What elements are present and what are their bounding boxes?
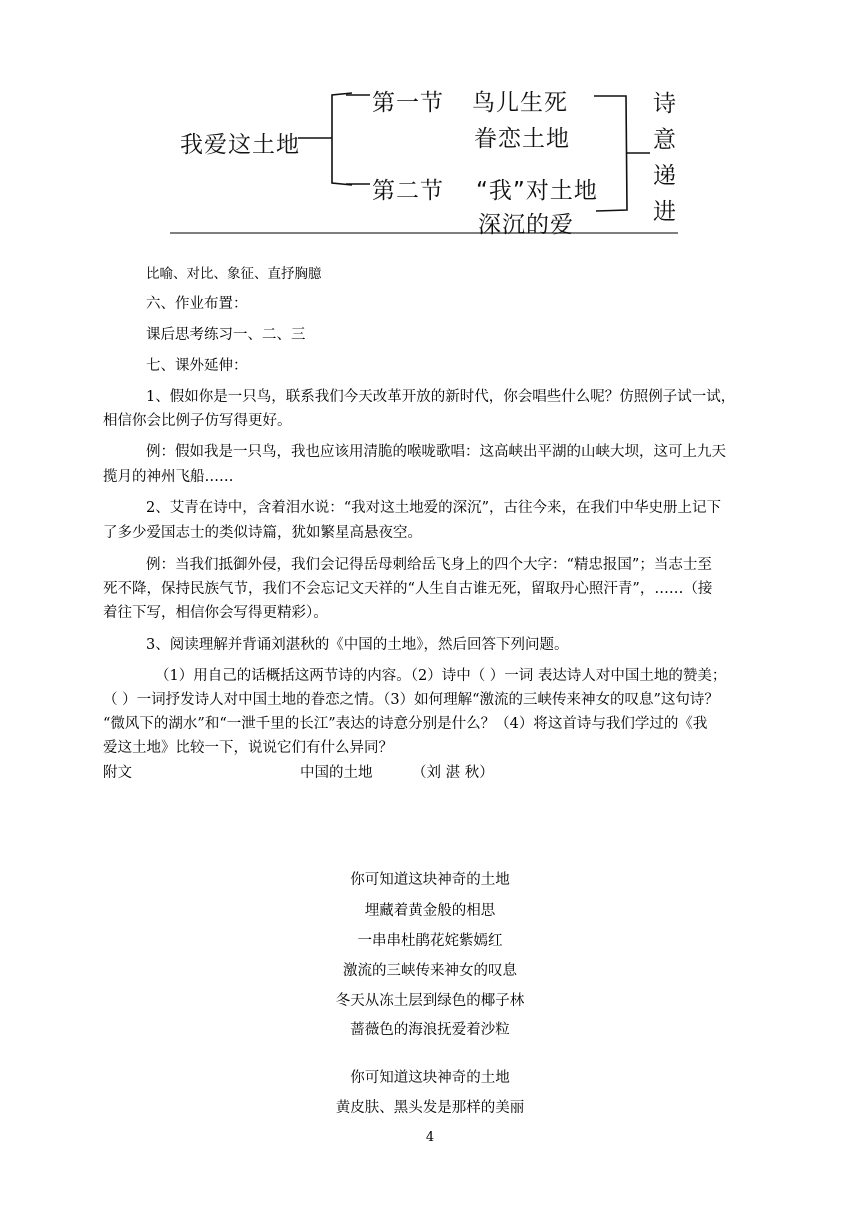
example-1-line-2: 揽月的神州飞船……	[103, 469, 234, 485]
poem-line: 蔷薇色的海浪抚爱着沙粒	[350, 1022, 510, 1038]
example-2-line-2: 死不降，保持民族气节，我们不会忘记文天祥的“人生自古谁无死，留取丹心照汗青”，……（接	[103, 581, 713, 597]
page-number: 4	[425, 1130, 435, 1145]
question-1-line-1: 1、假如你是一只鸟，联系我们今天改革开放的新时代，你会唱些什么呢？仿照例子试一试，	[146, 389, 736, 405]
question-3-sub-line-1: （1）用自己的话概括这两节诗的内容。（2）诗中（ ）一词 表达诗人对中国土地的赞美；	[155, 668, 727, 684]
summary-char-2: 意	[653, 127, 676, 153]
poem-line: 埋藏着黄金般的相思	[364, 903, 496, 919]
example-2-line-3: 着往下写，相信你会写得更精彩）。	[103, 605, 328, 621]
section2-label: 第二节	[372, 178, 444, 204]
example-1-line-1: 例：假如我是一只鸟，我也应该用清脆的喉咙歌唱：这高峡出平湖的山峡大坝，这可上九天	[146, 444, 726, 460]
question-3-sub-line-2: （ ）一词抒发诗人对中国土地的眷恋之情。（3）如何理解“激流的三峡传来神女的叹息”这句诗？	[103, 692, 719, 708]
poem-line: 激流的三峡传来神女的叹息	[343, 963, 517, 979]
section1-line1: 鸟儿生死	[472, 90, 568, 116]
section1-line2: 眷恋土地	[474, 126, 570, 152]
diagram-root: 我爱这土地	[180, 132, 300, 158]
question-3-sub-line-3: “微风下的湖水”和“一泄千里的长江”表达的诗意分别是什么？（4）将这首诗与我们学过的《我	[103, 716, 708, 732]
poem-line: 冬天从冻土层到绿色的椰子林	[335, 993, 525, 1009]
question-3: 3、阅读理解并背诵刘湛秋的《中国的土地》，然后回答下列问题。	[146, 637, 569, 653]
summary-char-1: 诗	[653, 91, 676, 117]
question-2-line-1: 2、艾青在诗中，含着泪水说：“我对这土地爱的深沉”，古往今来，在我们中华史册上记下	[146, 500, 722, 516]
section2-line1: “我”对土地	[476, 178, 598, 204]
poem-line: 一串串杜鹃花姹紫嫣红	[357, 933, 503, 949]
right-bracket	[594, 96, 627, 211]
summary-char-3: 递	[653, 163, 676, 189]
poem-line: 你可知道这块神奇的土地	[350, 872, 510, 888]
section2-line2: 深沉的爱	[478, 212, 574, 238]
section1-label: 第一节	[372, 90, 444, 116]
structure-diagram	[0, 0, 860, 250]
rhetorical-devices: 比喻、对比、象征、直抒胸臆	[146, 266, 322, 282]
appendix-poem-title: 中国的土地	[300, 765, 373, 781]
poem-line: 黄皮肤、黑头发是那样的美丽	[335, 1100, 525, 1116]
heading-homework: 六、作业布置：	[146, 296, 248, 312]
appendix-poem-author: （刘 湛 秋）	[412, 765, 494, 781]
question-1-line-2: 相信你会比例子仿写得更好。	[103, 413, 292, 429]
heading-extension: 七、课外延伸：	[146, 358, 248, 374]
poem-line: 你可知道这块神奇的土地	[350, 1070, 510, 1086]
left-bracket	[332, 93, 352, 185]
appendix-label: 附文	[103, 765, 132, 781]
summary-char-4: 进	[653, 199, 676, 225]
homework-text: 课后思考练习一、二、三	[146, 327, 306, 343]
question-3-sub-line-4: 爱这土地》比较一下，说说它们有什么异同？	[103, 740, 393, 756]
example-2-line-1: 例：当我们抵御外侵，我们会记得岳母刺给岳飞身上的四个大字：“精忠报国”；当志士至	[146, 557, 712, 573]
diagram-lines	[0, 0, 860, 250]
question-2-line-2: 了多少爱国志士的类似诗篇，犹如繁星高悬夜空。	[103, 525, 422, 541]
